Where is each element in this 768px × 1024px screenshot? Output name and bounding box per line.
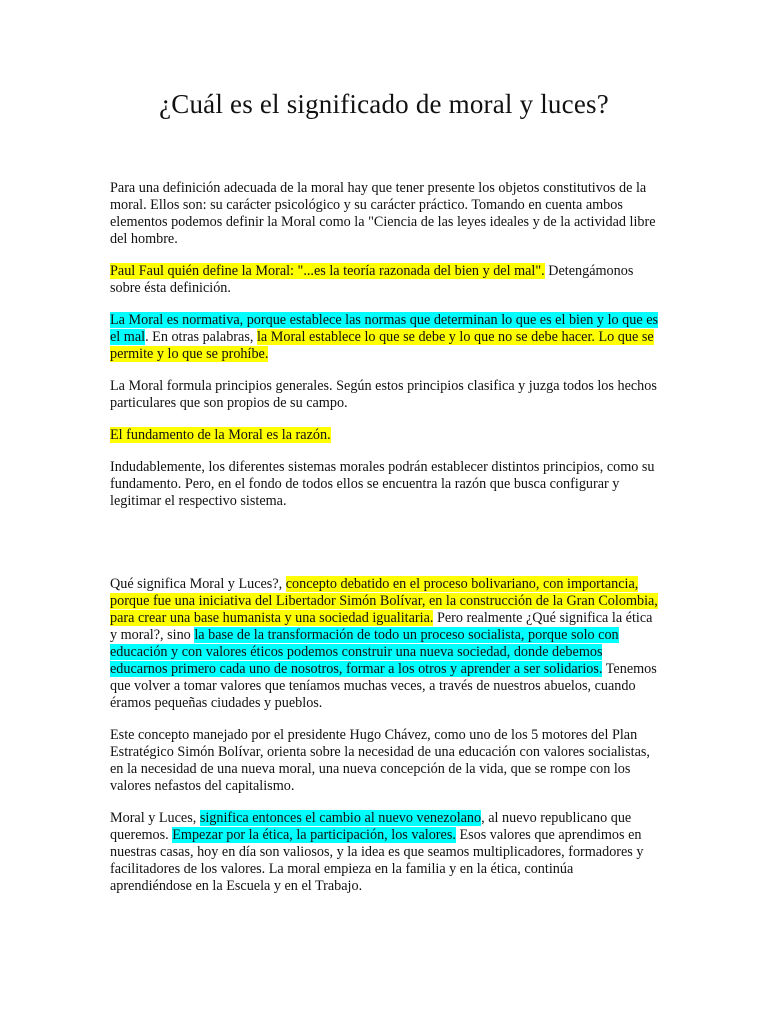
paragraph <box>110 312 658 363</box>
document-body <box>110 180 658 910</box>
paragraph <box>110 810 658 895</box>
highlighted-text-yellow: concepto debatido en el proceso bolivariano, con importancia, porque fue una iniciativa del Libertador Simón Bolívar, en la construcción de la Gran Colombia, para crear una base humanista y una sociedad igualitaria. <box>110 576 658 626</box>
highlighted-text-yellow: la Moral establece lo que se debe y lo que no se debe hacer. Lo que se permite y lo que se prohíbe. <box>110 329 654 362</box>
paragraph <box>110 378 658 412</box>
text-segment: Moral y Luces, <box>110 810 200 826</box>
paragraph <box>110 727 658 795</box>
text-segment: , al nuevo republicano que queremos. <box>110 810 632 843</box>
highlighted-text-cyan: La Moral es normativa, porque establece las normas que determinan lo que es el bien y lo que es el mal <box>110 312 659 345</box>
highlighted-text-yellow: Paul Faul quién define la Moral: "...es la teoría razonada del bien y del mal". <box>110 263 545 279</box>
paragraph <box>110 427 658 444</box>
text-segment: Qué significa Moral y Luces?, <box>110 576 286 592</box>
highlighted-text-cyan: significa entonces el cambio al nuevo venezolano <box>199 810 482 826</box>
section-spacer <box>110 525 658 576</box>
highlighted-text-cyan: la base de la transformación de todo un proceso socialista, porque solo con educación y con valores éticos podemos construir una nueva sociedad, donde debemos educarnos primero cada uno de nosotros, formar a los otros y aprender a ser solidarios. <box>110 627 619 677</box>
paragraph <box>110 459 658 510</box>
text-segment: Pero realmente ¿Qué significa la ética y moral?, sino <box>110 610 653 643</box>
text-segment: Esos valores que aprendimos en nuestras casas, hoy en día son valiosos, y la idea es que seamos multiplicadores, formadores y facilitadores de los valores. La moral empieza en la familia y en la ética, continúa aprendiéndose en la Escuela y en el Trabajo. <box>110 827 644 894</box>
highlighted-text-yellow: El fundamento de la Moral es la razón. <box>110 427 331 443</box>
paragraph <box>110 263 658 297</box>
text-segment: Tenemos que volver a tomar valores que teníamos muchas veces, a través de nuestros abuelos, cuando éramos pequeñas ciudades y pueblos. <box>110 661 657 711</box>
text-segment: Indudablemente, los diferentes sistemas morales podrán establecer distintos principios, como su fundamento. Pero, en el fondo de todos ellos se encuentra la razón que busca configurar y legitimar el respectivo sistema. <box>110 459 655 509</box>
text-segment: La Moral formula principios generales. Según estos principios clasifica y juzga todos los hechos particulares que son propios de su campo. <box>110 378 657 411</box>
paragraph <box>110 180 658 248</box>
text-segment: Este concepto manejado por el presidente Hugo Chávez, como uno de los 5 motores del Plan Estratégico Simón Bolívar, orienta sobre la necesidad de una educación con valores socialistas, en la necesidad de una nueva moral, una nueva concepción de la vida, que se rompe con los valores nefastos del capitalismo. <box>110 727 650 794</box>
highlighted-text-cyan: Empezar por la ética, la participación, los valores. <box>172 827 456 843</box>
page-title: ¿Cuál es el significado de moral y luces? <box>159 89 609 119</box>
text-segment: Para una definición adecuada de la moral hay que tener presente los objetos constitutivos de la moral. Ellos son: su carácter psicológico y su carácter práctico. Tomando en cuenta ambos elementos podemos definir la Moral como la "Ciencia de las leyes ideales y de la actividad libre del hombre. <box>110 180 656 247</box>
text-segment: . En otras palabras, <box>145 329 257 345</box>
paragraph <box>110 576 658 712</box>
text-segment: Detengámonos sobre ésta definición. <box>110 263 634 296</box>
